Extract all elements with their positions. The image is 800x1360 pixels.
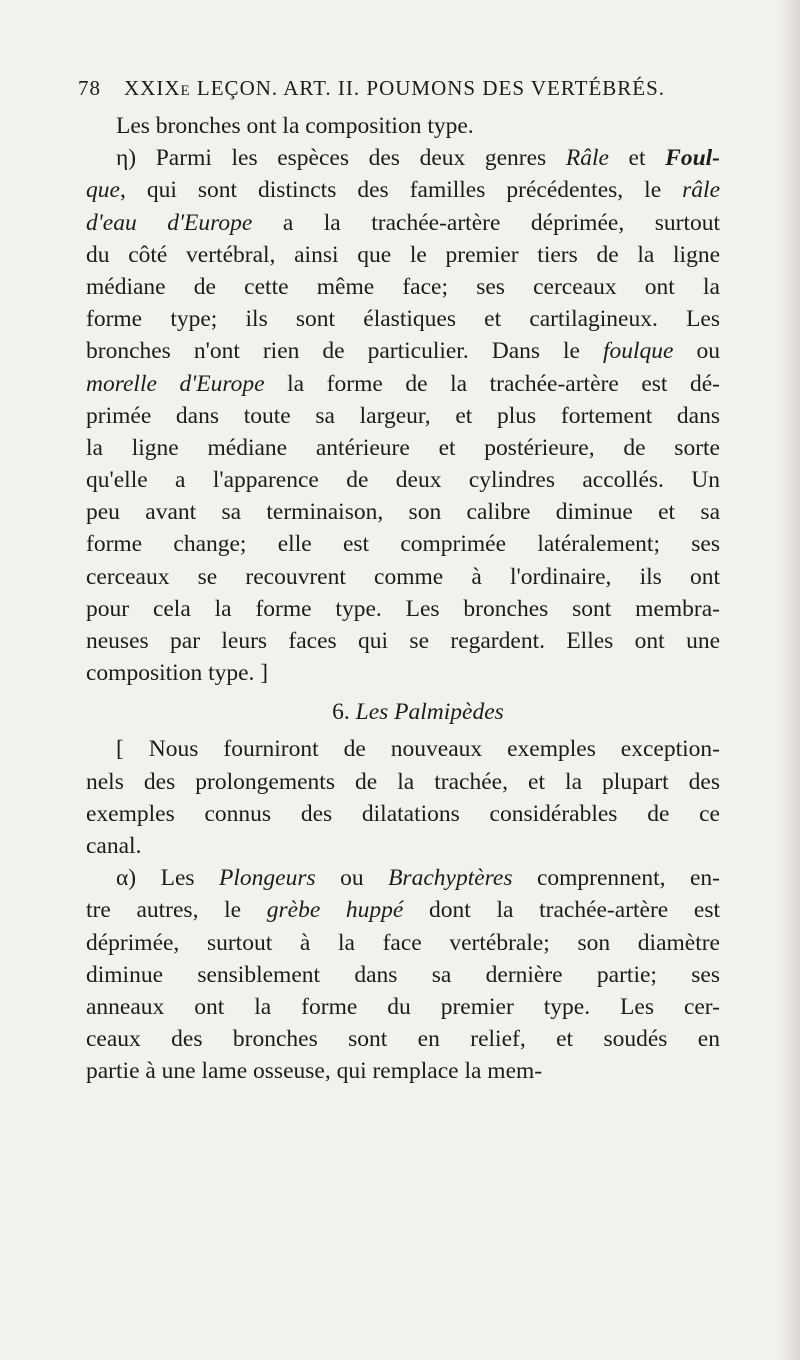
text-run: anneaux ont la forme du premier type. Les cer- [86, 993, 720, 1020]
italic-run: grèbe huppé [266, 897, 404, 924]
section-title: Les Palmipèdes [355, 699, 504, 726]
text-run: médiane de cette même face; ses cerceaux ont la [86, 273, 720, 300]
text-run: comprennent, en- [512, 865, 720, 892]
text-run: la forme de la trachée-artère est dé- [264, 370, 720, 397]
running-title: XXIXe LEÇON. ART. II. POUMONS DES VERTÉBRÉS. [124, 76, 666, 100]
text-run: partie à une lame osseuse, qui remplace la mem- [86, 1058, 543, 1085]
text-line [86, 335, 720, 367]
body-text [86, 110, 720, 1087]
text-line [86, 894, 720, 926]
italic-run: foulque [602, 338, 674, 365]
text-run: et [608, 145, 666, 172]
text-run: qu'elle a l'apparence de deux cylindres accollés. Un [86, 467, 720, 494]
text-block-rale-foulque [86, 110, 720, 689]
italic-run: que [86, 177, 120, 204]
text-line [86, 400, 720, 432]
text-line [86, 798, 720, 830]
italic-run: Râle [565, 145, 609, 172]
italic-run: morelle d'Europe [86, 370, 265, 397]
text-line [86, 1023, 720, 1055]
text-run: forme type; ils sont élastiques et cartilagineux. Les [86, 306, 720, 333]
section-number: 6. [332, 699, 350, 726]
text-run: ceaux des bronches sont en relief, et soudés en [86, 1026, 720, 1053]
text-block-palmipedes [86, 733, 720, 1087]
italic-run: d'eau d'Europe [86, 209, 253, 236]
text-run: α) Les [116, 865, 220, 892]
text-run: η) Parmi les espèces des deux genres [116, 145, 566, 172]
running-header [78, 76, 738, 108]
text-run: primée dans toute sa largeur, et plus fortement dans [86, 402, 720, 429]
text-line [86, 733, 720, 765]
text-line [86, 561, 720, 593]
text-run: pour cela la forme type. Les bronches sont membra- [86, 595, 720, 622]
text-run: cerceaux se recouvrent comme à l'ordinaire, ils ont [86, 563, 720, 590]
text-line [86, 271, 720, 303]
text-run: neuses par leurs faces qui se regardent. Elles ont une [86, 628, 720, 654]
text-line [86, 303, 720, 335]
text-line [86, 991, 720, 1023]
page-number: 78 [78, 76, 101, 100]
text-run: a la trachée-artère déprimée, surtout [252, 209, 720, 236]
text-line [86, 496, 720, 528]
text-run: , qui sont distincts des familles précédentes, le [119, 177, 683, 204]
text-run: diminue sensiblement dans sa dernière partie; ses [86, 961, 720, 988]
text-line [86, 830, 720, 862]
text-run: [ Nous fourniront de nouveaux exemples exception- [116, 736, 720, 763]
text-line [86, 1055, 720, 1087]
text-line [86, 862, 720, 894]
text-line [86, 657, 720, 689]
text-line [86, 766, 720, 798]
text-line [86, 528, 720, 560]
text-line [86, 110, 720, 142]
italic-run: Plongeurs [219, 865, 316, 892]
text-run: composition type. ] [86, 660, 269, 687]
text-line [86, 142, 720, 174]
text-line [86, 239, 720, 271]
text-run: ou [673, 338, 720, 365]
italic-run: Brachyptères [388, 865, 513, 892]
text-line [86, 368, 720, 400]
text-run: forme change; elle est comprimée latéralement; ses [86, 531, 720, 558]
text-line [86, 927, 720, 959]
text-run: ou [315, 865, 389, 892]
text-line [86, 959, 720, 991]
text-run: nels des prolongements de la trachée, et la plupart des [86, 768, 720, 795]
text-run: canal. [86, 832, 142, 859]
text-line [86, 432, 720, 464]
text-line [86, 625, 720, 657]
bold-italic-run: Foul- [665, 145, 720, 172]
section-heading [86, 691, 720, 733]
text-run: tre autres, le [86, 897, 267, 924]
text-line [86, 174, 720, 206]
text-run: bronches n'ont rien de particulier. Dans le [86, 338, 603, 365]
text-run: du côté vertébral, ainsi que le premier tiers de la ligne [86, 241, 720, 268]
text-line [86, 464, 720, 496]
text-run: déprimée, surtout à la face vertébrale; son diamètre [86, 929, 720, 956]
text-run: dont la trachée-artère est [403, 897, 720, 924]
italic-run: râle [682, 177, 720, 204]
text-run: Les bronches ont la composition type. [116, 113, 474, 139]
text-run: exemples connus des dilatations considérables de ce [86, 800, 720, 827]
page-edge-shadow [778, 0, 800, 1360]
text-run: la ligne médiane antérieure et postérieure, de sorte [86, 434, 720, 461]
text-line [86, 593, 720, 625]
text-run: peu avant sa terminaison, son calibre diminue et sa [86, 499, 720, 526]
text-line [86, 207, 720, 239]
